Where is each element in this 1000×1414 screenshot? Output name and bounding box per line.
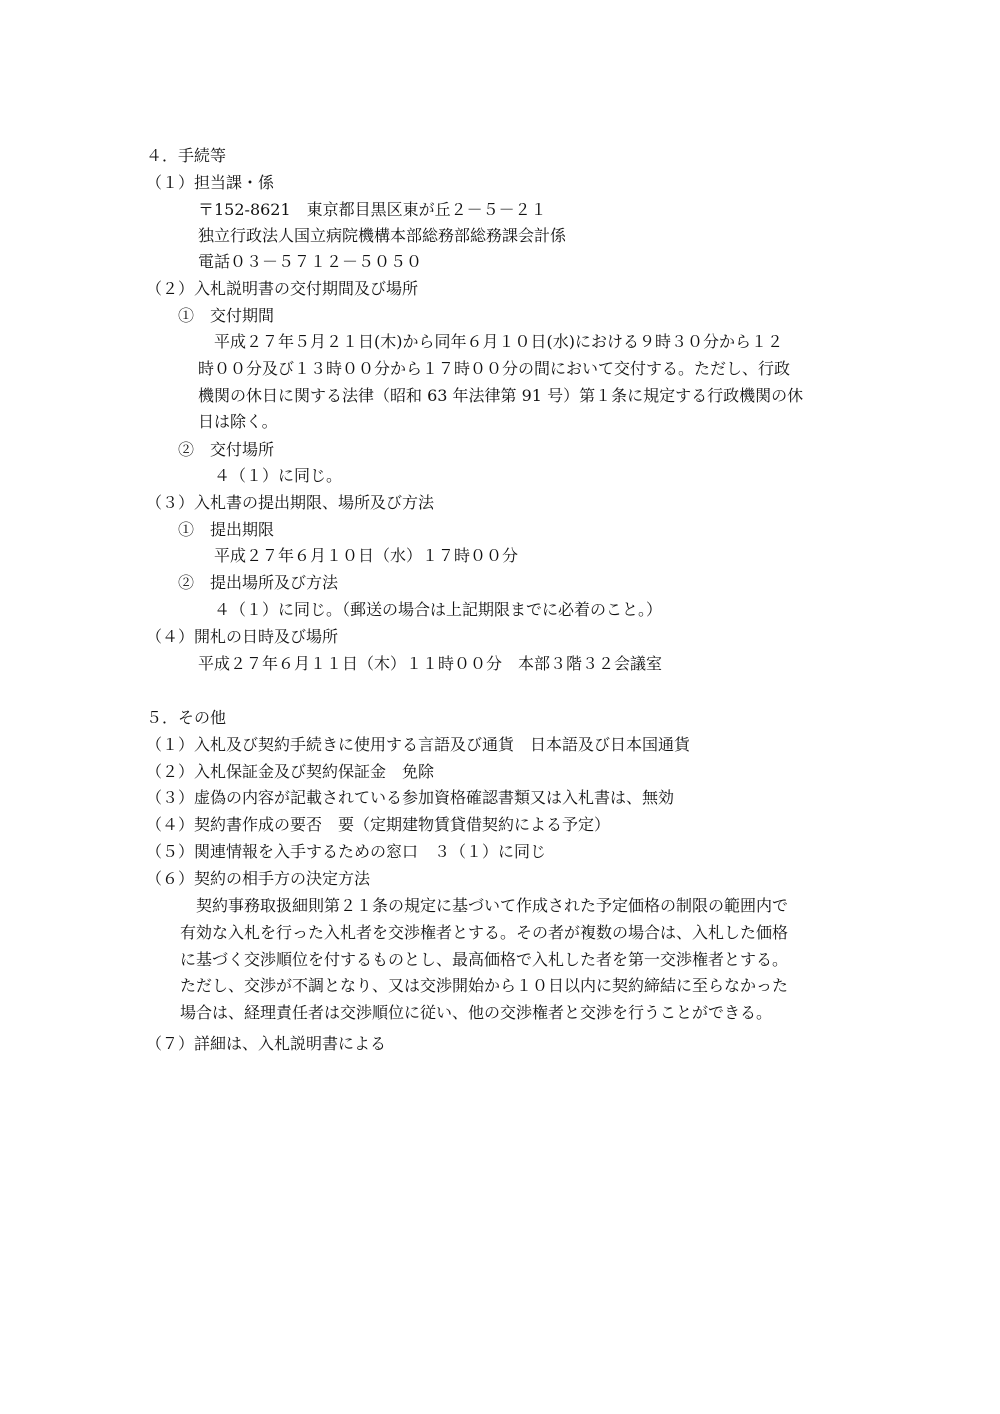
s4-item4-text: 平成２７年６月１１日（木）１１時００分 本部３階３２会議室 — [198, 654, 663, 673]
s4-item2-sub1-line: 時００分及び１３時００分から１７時００分の間において交付する。ただし、行政 — [198, 358, 791, 378]
section-4-heading: ４．手続等 — [146, 146, 227, 165]
s5-item3: （３）虚偽の内容が記載されている参加資格確認書類又は入札書は、無効 — [146, 788, 675, 807]
s4-item1-org: 独立行政法人国立病院機構本部総務部総務課会計係 — [198, 226, 567, 245]
s4-item1-label: （１）担当課・係 — [146, 173, 275, 192]
s5-item7: （７）詳細は、入札説明書による — [146, 1034, 387, 1053]
s4-item3-sub2-text: ４（１）に同じ。（郵送の場合は上記期限までに必着のこと。） — [214, 600, 663, 619]
s4-item2-sub1-line: 平成２７年５月２１日(木)から同年６月１０日(水)における９時３０分から１２ — [214, 332, 783, 351]
s4-item1-phone: 電話０３－５７１２－５０５０ — [198, 252, 423, 271]
s5-item4: （４）契約書作成の要否 要（定期建物賃貸借契約による予定） — [146, 815, 611, 834]
s5-item6-label: （６）契約の相手方の決定方法 — [146, 869, 371, 888]
s5-item6-line: に基づく交渉順位を付するものとし、最高価格で入札した者を第一交渉権者とする。 — [180, 949, 789, 969]
s4-item3-sub1-label: ① 提出期限 — [178, 520, 275, 539]
s5-item6-line: 場合は、経理責任者は交渉順位に従い、他の交渉権者と交渉を行うことができる。 — [180, 1003, 773, 1023]
s4-item2-sub2-label: ② 交付場所 — [178, 440, 275, 459]
s4-item3-sub2-label: ② 提出場所及び方法 — [178, 573, 339, 592]
s4-item2-label: （２）入札説明書の交付期間及び場所 — [146, 279, 419, 298]
s5-item6-text — [180, 893, 860, 1027]
s4-item2-sub2-text: ４（１）に同じ。 — [214, 466, 343, 485]
s4-item2-sub1-line: 日は除く。 — [198, 412, 278, 432]
s5-item6-line: ただし、交渉が不調となり、又は交渉開始から１０日以内に契約締結に至らなかった — [180, 976, 789, 996]
s4-item1-address: 〒152-8621 東京都目黒区東が丘２－５－２１ — [198, 200, 547, 219]
s4-item2-sub1-text — [198, 329, 858, 436]
s5-item6-line: 契約事務取扱細則第２１条の規定に基づいて作成された予定価格の制限の範囲内で — [196, 896, 789, 915]
s4-item2-sub1-label: ① 交付期間 — [178, 306, 275, 325]
s5-item1: （１）入札及び契約手続きに使用する言語及び通貨 日本語及び日本国通貨 — [146, 735, 691, 754]
s5-item5: （５）関連情報を入手するための窓口 ３（１）に同じ — [146, 842, 547, 861]
s4-item3-label: （３）入札書の提出期限、場所及び方法 — [146, 493, 435, 512]
s5-item6-line: 有効な入札を行った入札者を交渉権者とする。その者が複数の場合は、入札した価格 — [180, 922, 789, 942]
s4-item4-label: （４）開札の日時及び場所 — [146, 627, 339, 646]
section-5-heading: ５．その他 — [146, 708, 227, 727]
s4-item2-sub1-line: 機関の休日に関する法律（昭和 63 年法律第 91 号）第１条に規定する行政機関の休 — [198, 385, 804, 405]
s5-item2: （２）入札保証金及び契約保証金 免除 — [146, 762, 435, 781]
s4-item3-sub1-text: 平成２７年６月１０日（水）１７時００分 — [214, 546, 519, 565]
